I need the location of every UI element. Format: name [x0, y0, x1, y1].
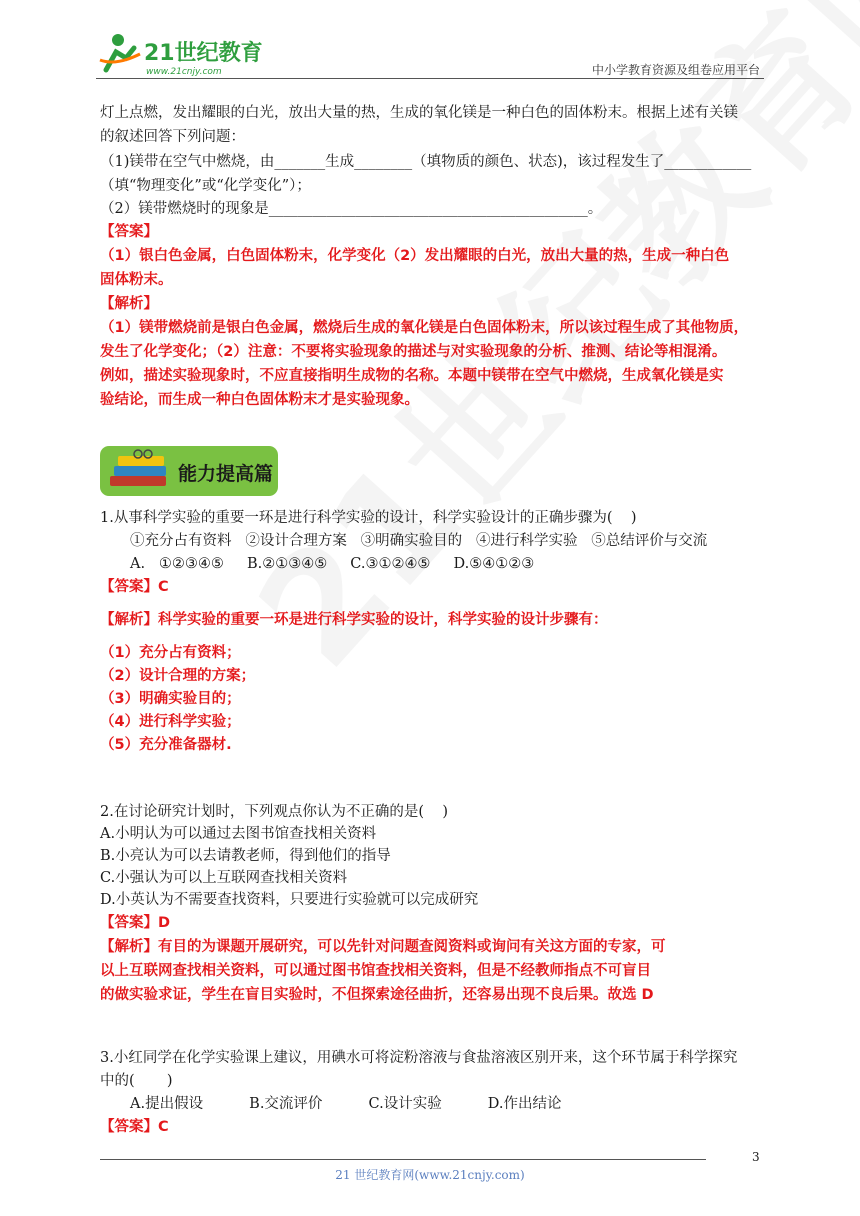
q2-option-a: A.小明认为可以通过去图书馆查找相关资料: [100, 826, 377, 842]
q1-answer: [100, 577, 169, 597]
intro-question-1b: （填“物理变化”或“化学变化”）；: [100, 178, 311, 194]
header-divider: [96, 78, 764, 79]
q1-step-5: （5）充分准备器材.: [100, 737, 232, 753]
q3-answer-value: C: [158, 1119, 169, 1135]
intro-analysis-line-3: 例如，描述实验现象时，不应直接指明生成物的名称。本题中镁带在空气中燃烧，生成氧化镁是实: [100, 368, 724, 384]
q2-answer-value: D: [158, 915, 171, 931]
q1-step-3: （3）明确实验目的；: [100, 691, 241, 707]
q3-answer: [100, 1117, 169, 1137]
intro-line-2: 的叙述回答下列问题：: [100, 129, 245, 145]
q1-answer-value: C: [158, 579, 169, 595]
intro-question-2: （2）镁带燃烧时的现象是____________________________________________。: [100, 201, 603, 217]
q1-step-2: （2）设计合理的方案；: [100, 668, 256, 684]
q1-analysis-text: 科学实验的重要一环是进行科学实验的设计，科学实验的设计步骤有：: [158, 612, 608, 628]
q1-analysis: [100, 610, 608, 630]
footer-divider: [100, 1159, 706, 1160]
q2-answer-tag: 【答案】: [100, 915, 158, 931]
intro-analysis-line-4: 验结论，而生成一种白色固体粉末才是实验现象。: [100, 392, 419, 408]
q1-step-4: （4）进行科学实验；: [100, 714, 241, 730]
q2-analysis: [100, 937, 666, 957]
q1-answer-tag: 【答案】: [100, 579, 158, 595]
q3-stem-line-1: 3.小红同学在化学实验课上建议，用碘水可将淀粉溶液与食盐溶液区别开来，这个环节属于科学探究: [100, 1050, 738, 1066]
q2-answer: [100, 913, 170, 933]
books-icon: [100, 446, 178, 496]
q2-analysis-line-2: 以上互联网查找相关资料，可以通过图书馆查找相关资料，但是不经教师指点不可盲目: [100, 963, 651, 979]
intro-answer-line-1: （1）银白色金属，白色固体粉末，化学变化（2）发出耀眼的白光，放出大量的热，生成一种白色: [100, 248, 730, 264]
header-platform-text: 中小学教育资源及组卷应用平台: [591, 63, 760, 77]
intro-answer-tag: 【答案】: [100, 224, 158, 240]
site-logo: [96, 30, 266, 80]
q2-option-b: B.小亮认为可以去请教老师，得到他们的指导: [100, 848, 391, 864]
q1-options: A. ①②③④⑤ B.②①③④⑤ C.③①②④⑤ D.⑤④①②③: [130, 556, 535, 572]
q2-option-d: D.小英认为不需要查找资料，只要进行实验就可以完成研究: [100, 892, 479, 908]
intro-answer-line-2: 固体粉末。: [100, 272, 173, 288]
footer-site-link[interactable]: 21 世纪教育网(www.21cnjy.com): [335, 1168, 525, 1182]
q1-items: ①充分占有资料 ②设计合理方案 ③明确实验目的 ④进行科学实验 ⑤总结评价与交流: [130, 533, 708, 549]
intro-analysis-line-1: （1）镁带燃烧前是银白色金属，燃烧后生成的氧化镁是白色固体粉末，所以该过程生成了其他物质，: [100, 320, 749, 336]
q2-analysis-line-1: 有目的为课题开展研究，可以先针对问题查阅资料或询问有关这方面的专家，可: [158, 939, 666, 955]
intro-analysis-line-2: 发生了化学变化；（2）注意：不要将实验现象的描述与对实验现象的分析、推测、结论等相混淆。: [100, 344, 727, 360]
q2-option-c: C.小强认为可以上互联网查找相关资料: [100, 870, 348, 886]
page-number: 3: [752, 1150, 760, 1164]
svg-text:www.21cnjy.com: www.21cnjy.com: [146, 67, 222, 77]
intro-question-1a: （1)镁带在空气中燃烧，由_______生成________（填物质的颜色、状态)，该过程发生了____________: [100, 154, 752, 170]
q2-stem: 2.在讨论研究计划时，下列观点你认为不正确的是( ): [100, 804, 449, 820]
q1-step-1: （1）充分占有资料；: [100, 645, 241, 661]
q1-analysis-tag: 【解析】: [100, 612, 158, 628]
q3-options: A.提出假设 B.交流评价 C.设计实验 D.作出结论: [130, 1096, 562, 1112]
q2-analysis-tag: 【解析】: [100, 939, 158, 955]
q2-analysis-line-3: 的做实验求证，学生在盲目实验时，不但探索途径曲折，还容易出现不良后果。故选 D: [100, 987, 654, 1003]
section-title: 能力提高篇: [178, 463, 274, 485]
q1-stem: 1.从事科学实验的重要一环是进行科学实验的设计，科学实验设计的正确步骤为( ): [100, 510, 637, 526]
intro-analysis-tag: 【解析】: [100, 296, 158, 312]
q3-stem-line-2: 中的( ): [100, 1073, 173, 1089]
svg-text:21世纪教育: 21世纪教育: [144, 41, 263, 66]
intro-line-1: 灯上点燃，发出耀眼的白光，放出大量的热，生成的氧化镁是一种白色的固体粉末。根据上述有关镁: [100, 105, 738, 121]
q3-answer-tag: 【答案】: [100, 1119, 158, 1135]
